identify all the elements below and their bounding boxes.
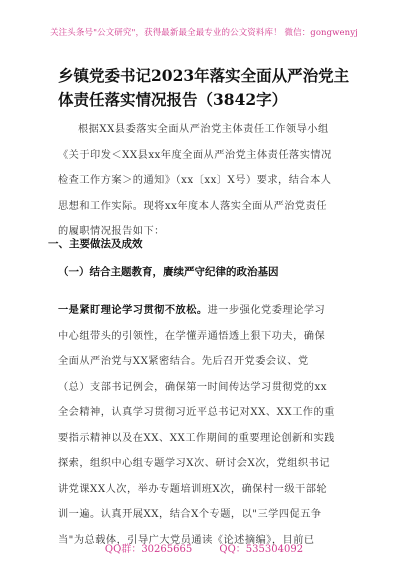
para-line: 讲党课XX人次，举办专题培训班X次，确保村一级干部轮 [58, 483, 328, 495]
intro-paragraph [58, 117, 358, 245]
footer-qq-group: QQ群：30265665 [104, 544, 193, 555]
para-line: 全会精神，认真学习贯彻习近平总书记对XX、XX工作的重 [58, 407, 335, 418]
para-line: （总）支部书记例会，确保第一时间传达学习贯彻党的xx [58, 381, 327, 393]
title-line: 乡镇党委书记2023年落实全面从严治党主 [58, 66, 350, 85]
intro-line: 检查工作方案＞的通知》（xx〔xx〕X号）要求，结合本人 [58, 175, 332, 186]
title-line: 体责任落实情况报告（3842字） [58, 90, 288, 109]
intro-line: 根据XX县委落实全面从严治党主体责任工作领导小组 [78, 124, 329, 135]
para-line: 全面从严治党与XX紧密结合。先后召开党委会议、党 [58, 356, 309, 367]
intro-line: 的履职情况报告如下： [58, 226, 165, 237]
para-first-line [58, 298, 358, 324]
section-heading: 一、主要做法及成效 [48, 238, 143, 250]
para-line: 中心组带头的引领性，在学懂弄通悟透上狠下功夫，确保 [58, 330, 326, 342]
para-line: 探索，组织中心组专题学习X次、研讨会X次，党组织书记 [58, 458, 331, 469]
para-line: 要指示精神以及在XX、XX工作期间的重要理论创新和实践 [58, 432, 335, 444]
page-title [58, 64, 358, 112]
para-lead: 一是紧盯理论学习贯彻不放松。 [58, 304, 208, 316]
header-notice: 关注头条号"公文研究"，获得最新最全最专业的公文资料库！ 微信：gongwenyj [50, 28, 358, 38]
footer-contacts [0, 540, 408, 555]
body-paragraph [58, 298, 358, 553]
para-first-rest: 进一步强化党委理论学习 [207, 305, 326, 316]
para-line: 训一遍。认真开展XX，结合X个专题，以"三学四促五争 [58, 509, 322, 520]
intro-line: 思想和工作实际。现将xx年度本人落实全面从严治党责任 [58, 200, 327, 212]
intro-line: 《关于印发＜XX县xx年度全面从严治党主体责任落实情况 [58, 149, 332, 161]
para-line: 当"为总载体，引导广大党员通读《论述摘编》，目前已 [58, 534, 315, 546]
subsection-heading: （一）结合主题教育，賡续严守纪律的政治基因 [58, 266, 279, 278]
footer-qq: QQ：535304092 [219, 544, 304, 555]
